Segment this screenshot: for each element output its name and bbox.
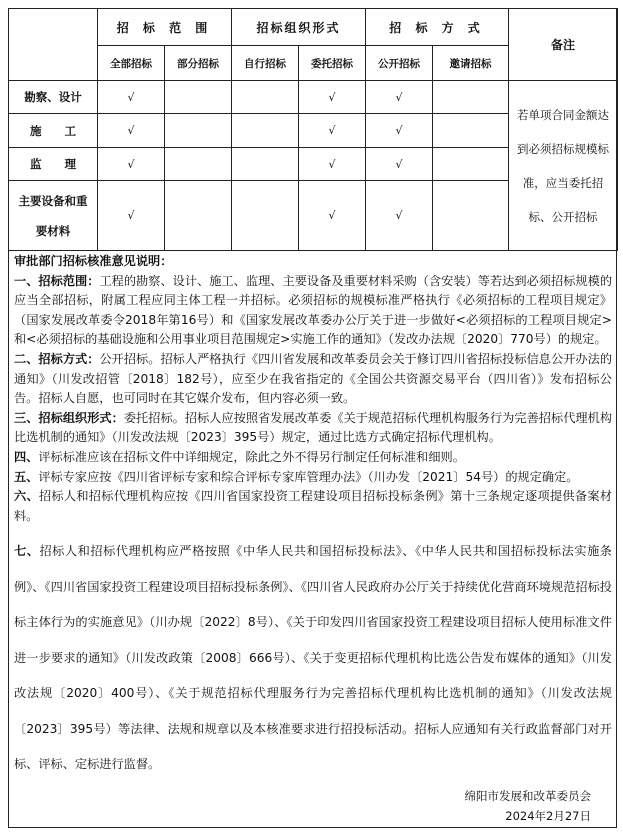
remark-cell: 若单项合同金额达到必须招标规模标准，应当委托招标、公开招标 [509,81,618,251]
note-text: 招标人和招标代理机构应严格按照《中华人民共和国招标投标法》、《中华人民共和国招标投标法实施条例》、《四川省国家投资工程建设项目招标投标条例》、《四川省人民政府办公厅关于持续优化营商环境规范招标投标主体行为的实施意见》（川办规〔2022〕8号）、《关于印发四川省国家投资工程建设项目招标人使用标准文件进一步要求的通知》（川发改政策〔2008〕666号）、《关于变更招标代理机构比选公告发布媒体的通知》（川发改法规〔2020〕400号）、《关于规范招标代理服务行为完善招标代理机构比选机制的通知》（川发改法规〔2023〕395号）等法律、法规和规章以及本核准要求进行招投标活动。招标人应通知有关行政监督部门对开标、评标、定标进行监督。 [14,544,612,772]
check-cell [433,148,509,181]
check-cell: √ [366,81,433,114]
note-text: 招标人和招标代理机构应按《四川省国家投资工程建设项目招标投标条例》第十三条规定逐项提供备案材料。 [14,489,613,523]
tender-table [8,8,618,251]
check-cell: √ [299,114,366,148]
check-cell [165,114,232,148]
approval-notes [14,252,612,783]
subheader-3: 委托招标 [299,46,366,81]
subheader-4: 公开招标 [366,46,433,81]
signature-org: 绵阳市发展和改革委员会 [464,789,591,803]
note-heading: 六、 [14,489,39,504]
note-item [14,272,612,350]
check-cell: √ [98,114,165,148]
subheader-1: 部分招标 [165,46,232,81]
corner-cell [9,9,98,81]
note-text: 工程的勘察、设计、施工、监理、主要设备及重要材料采购（含安装）等若达到必须招标规模的应当全部招标，附属工程应同主体工程一并招标。必须招标的规模标准严格执行《必须招标的工程项目规定》（国家发展改革委令2018年第16号）和《国家发展改革委办公厅关于进一步做好<必须招标的工程项目规定>和<必须招标的基础设施和公用事业项目范围规定>实施工作的通知》（发改办法规〔2020〕770号）的规定。 [14,273,613,347]
check-cell [433,81,509,114]
check-cell [165,181,232,251]
note-heading: 五、 [14,469,39,484]
note-item [14,534,612,783]
subheader-2: 自行招标 [232,46,299,81]
notes-title: 审批部门招标核准意见说明： [14,254,173,268]
subheader-0: 全部招标 [98,46,165,81]
check-cell: √ [299,81,366,114]
check-cell [165,81,232,114]
header-method: 招 标 方 式 [366,9,509,46]
note-item [14,448,612,468]
check-cell [165,148,232,181]
check-cell [433,181,509,251]
row-label: 施 工 [9,114,98,148]
note-item [14,487,612,526]
check-cell: √ [299,148,366,181]
check-cell [232,148,299,181]
note-heading: 三、招标组织形式： [14,410,124,425]
note-text: 委托招标。招标人应按照省发展改革委《关于规范招标代理机构服务行为完善招标代理机构比选机制的通知》（川发改法规〔2023〕395号）规定，通过比选方式确定招标代理机构。 [14,410,613,445]
check-cell: √ [98,148,165,181]
header-organization: 招标组织形式 [232,9,366,46]
check-cell [232,81,299,114]
row-label: 监 理 [9,148,98,181]
table-row [9,81,618,114]
signature-date: 2024年2月27日 [505,809,591,823]
check-cell: √ [366,181,433,251]
note-text: 评标专家应按《四川省评标专家和综合评标专家库管理办法》（川办发〔2021〕54号）的规定确定。 [38,469,579,484]
check-cell [232,114,299,148]
note-heading: 七、 [14,544,40,559]
row-label: 勘察、设计 [9,81,98,114]
note-heading: 二、招标方式： [14,351,100,366]
signature [465,786,592,826]
check-cell: √ [299,181,366,251]
check-cell: √ [366,148,433,181]
check-cell: √ [98,181,165,251]
check-cell: √ [366,114,433,148]
note-text: 评标标准应该在招标文件中详细规定，除此之外不得另行制定任何标准和细则。 [38,449,465,464]
row-label: 主要设备和重要材料 [9,181,98,251]
subheader-5: 邀请招标 [433,46,509,81]
header-remark: 备注 [509,9,618,81]
note-item [14,350,612,409]
note-heading: 一、招标范围： [14,273,100,288]
note-item [14,468,612,488]
check-cell [433,114,509,148]
check-cell [232,181,299,251]
note-text: 公开招标。招标人严格执行《四川省发展和改革委员会关于修订四川省招标投标信息公开办法的通知》（川发改招管〔2018〕182号），应至少在我省指定的《全国公共资源交易平台（四川省）》发布招标公告。招标人自愿，也可同时在其它媒介发布，但内容必须一致。 [14,351,613,406]
note-item [14,409,612,448]
header-scope: 招 标 范 围 [98,9,232,46]
note-heading: 四、 [14,449,39,464]
check-cell: √ [98,81,165,114]
